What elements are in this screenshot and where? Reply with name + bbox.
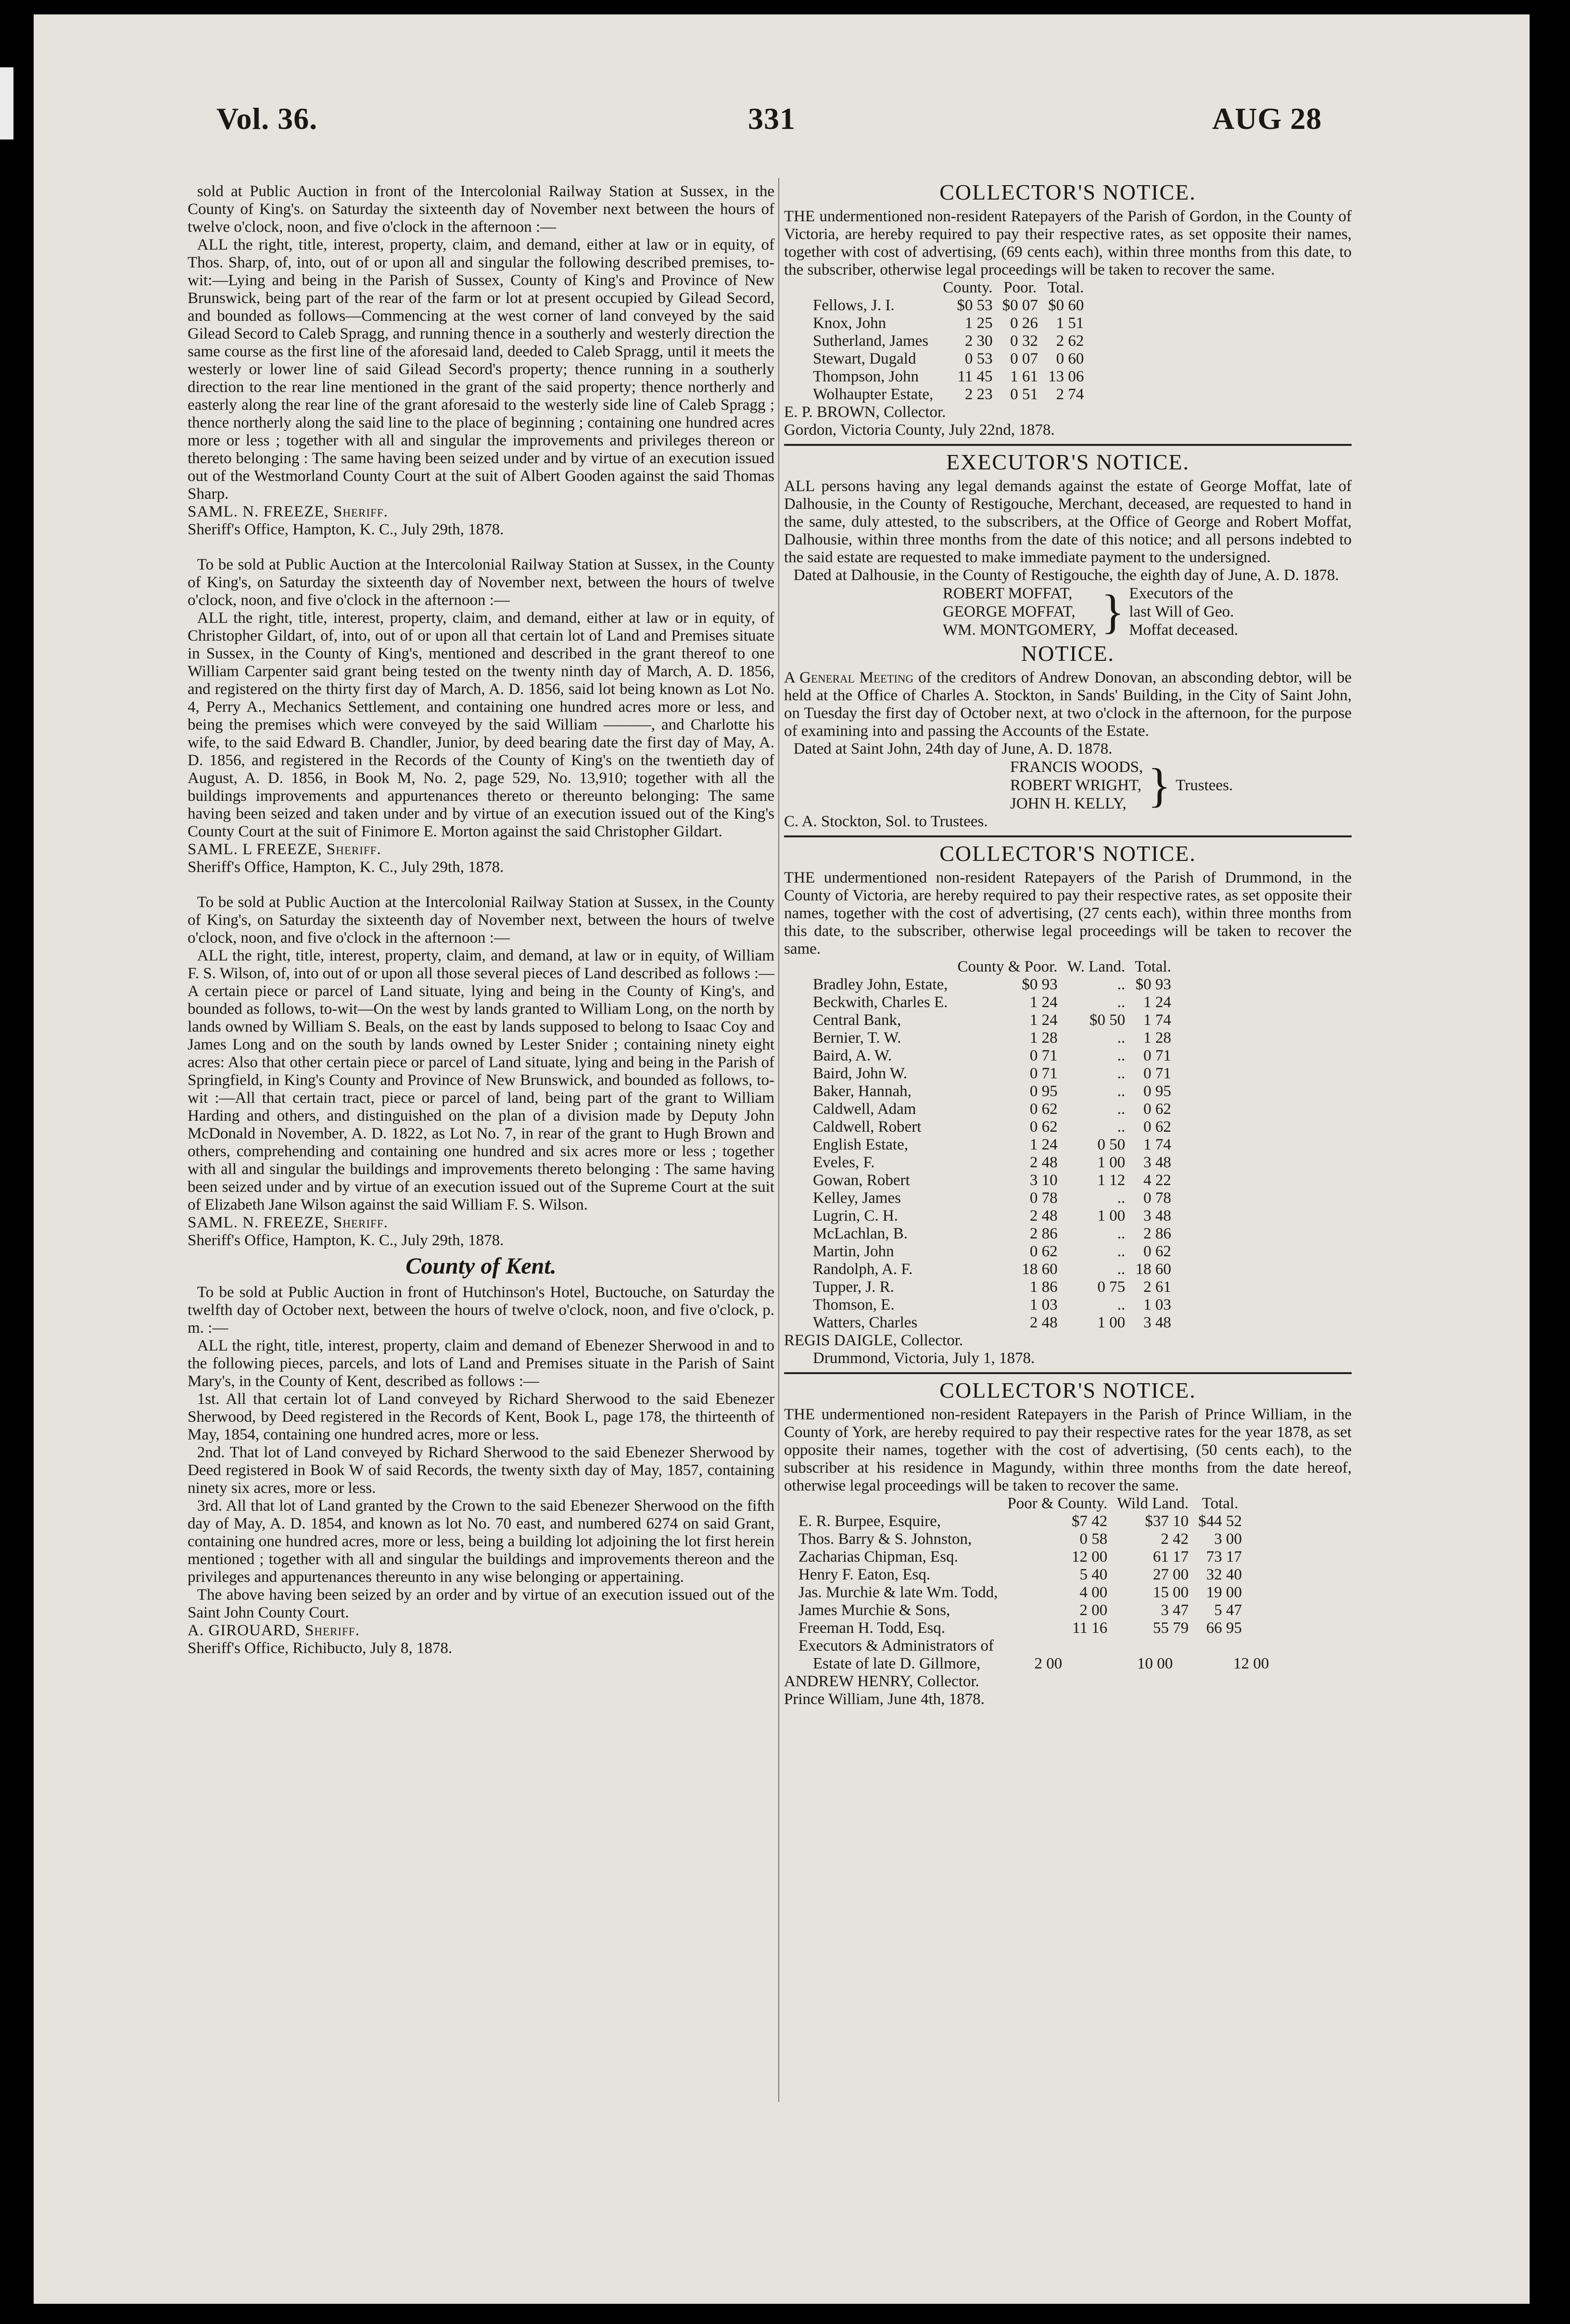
rate-value: 2 86 bbox=[1143, 1225, 1171, 1242]
ratepayer-name: Baker, Hannah, bbox=[813, 1083, 912, 1100]
sheriff-signature: SAML. L FREEZE, Sheriff. bbox=[188, 841, 381, 858]
notice-dated: Dated at Saint John, 24th day of June, A. D. 1878. bbox=[793, 740, 1113, 758]
rate-value: 0 62 bbox=[1029, 1100, 1058, 1118]
ratepayer-name: Henry F. Eaton, Esq. bbox=[798, 1566, 931, 1583]
rate-value: 0 71 bbox=[1029, 1047, 1058, 1064]
table-row: Estate of late D. Gillmore, 2 00 10 00 12 00 bbox=[813, 1655, 1269, 1672]
column-header: Poor. bbox=[1003, 279, 1037, 296]
executors-signatures bbox=[943, 584, 1352, 639]
table-row bbox=[808, 1278, 1176, 1296]
rate-value: 4 00 bbox=[1079, 1584, 1108, 1601]
rate-value: 19 00 bbox=[1206, 1584, 1242, 1601]
executor-name: WM. MONTGOMERY, bbox=[943, 621, 1097, 639]
table-row bbox=[808, 1047, 1176, 1065]
column-header: Wild Land. bbox=[1117, 1495, 1189, 1512]
rate-value: .. bbox=[1117, 1189, 1126, 1207]
notice-title: COLLECTOR'S NOTICE. bbox=[939, 180, 1196, 204]
rate-value: 4 22 bbox=[1143, 1172, 1171, 1189]
ratepayer-name: Baird, A. W. bbox=[813, 1047, 892, 1064]
ratepayer-name: Bernier, T. W. bbox=[813, 1029, 901, 1047]
rate-value: .. bbox=[1117, 976, 1126, 993]
sale-announcement: To be sold at Public Auction in front of Hutchinson's Hotel, Buctouche, on Saturday the twelfth day of October next, between the hours of twelve o'clock, noon, and five o'clock, p. m. :— bbox=[188, 1284, 774, 1337]
table-row bbox=[808, 1154, 1176, 1172]
notice-title: EXECUTOR'S NOTICE. bbox=[946, 450, 1190, 474]
rate-value: 1 12 bbox=[1097, 1172, 1126, 1189]
creditors-meeting-notice bbox=[784, 641, 1352, 831]
ratepayer-name: Randolph, A. F. bbox=[813, 1261, 913, 1278]
rate-value: 1 24 bbox=[1143, 994, 1171, 1011]
rate-value: 2 00 bbox=[1079, 1602, 1108, 1619]
rate-value: 0 62 bbox=[1143, 1118, 1171, 1136]
sale-announcement: sold at Public Auction in front of the Intercolonial Railway Station at Sussex, in the County of King's. on Saturday the sixteenth day of November next between the hours of twelve o'clock, noon, and five o'clock in the afternoon :— bbox=[188, 183, 774, 236]
collector-signature: E. P. BROWN, Collector. bbox=[784, 404, 946, 421]
ratepayer-name: Thomson, E. bbox=[813, 1296, 895, 1314]
table-row bbox=[794, 1602, 1247, 1619]
table-row bbox=[808, 1029, 1176, 1047]
rate-value: 5 47 bbox=[1214, 1602, 1242, 1619]
page-number: 331 bbox=[748, 101, 796, 136]
table-row: Knox, John 1 25 0 26 1 51 bbox=[813, 315, 1084, 332]
trustee-role: Trustees. bbox=[1176, 777, 1233, 794]
column-divider bbox=[778, 178, 779, 2102]
table-row: Sutherland, James 2 30 0 32 2 62 bbox=[813, 332, 1084, 350]
trustee-name: ROBERT WRIGHT, bbox=[1010, 777, 1142, 794]
sale-announcement: To be sold at Public Auction at the Intercolonial Railway Station at Sussex, in the County of King's, on Saturday the sixteenth day of November next, between the hours of twelve o'clock, noon, and five o'clock in the afternoon :— bbox=[188, 556, 774, 609]
table-row bbox=[808, 1118, 1176, 1136]
table-row: Stewart, Dugald 0 53 0 07 0 60 bbox=[813, 350, 1084, 367]
rate-value: 1 28 bbox=[1029, 1029, 1058, 1047]
rate-value: 0 62 bbox=[1143, 1100, 1171, 1118]
rate-value: 1 24 bbox=[1029, 994, 1058, 1011]
solicitor-line: C. A. Stockton, Sol. to Trustees. bbox=[784, 813, 988, 830]
table-row bbox=[794, 1619, 1247, 1637]
rate-value: 1 03 bbox=[1143, 1296, 1171, 1314]
sale-announcement: To be sold at Public Auction at the Intercolonial Railway Station at Sussex, in the County of King's, on Saturday the sixteenth day of November next, between the hours of twelve o'clock, noon, and five o'clock in the afternoon :— bbox=[188, 894, 774, 947]
notice-dateline: Prince William, June 4th, 1878. bbox=[784, 1691, 985, 1708]
notice-intro: THE undermentioned non-resident Ratepayers of the Parish of Gordon, in the County of Victoria, are hereby required to pay their respective rates, as set opposite their names, together with cost of advertising, (69 cents each), within three months from this date, to the subscriber, otherwise legal proceedings will be taken to recover the same. bbox=[784, 208, 1352, 278]
executor-notice bbox=[784, 450, 1352, 639]
left-column bbox=[188, 183, 774, 1657]
ratepayer-name: Eveles, F. bbox=[813, 1154, 875, 1171]
sheriff-sale-sharp bbox=[188, 183, 774, 539]
rate-value: 11 16 bbox=[1072, 1619, 1108, 1637]
rate-value: 2 48 bbox=[1029, 1314, 1058, 1331]
rate-value: .. bbox=[1117, 1100, 1126, 1118]
column-header: Total. bbox=[1047, 279, 1084, 296]
rate-value: 0 62 bbox=[1143, 1243, 1171, 1260]
rate-value: 2 42 bbox=[1161, 1530, 1189, 1548]
notice-body: ALL persons having any legal demands against the estate of George Moffat, late of Dalhousie, in the County of Restigouche, Merchant, deceased, are requested to hand in the same, duly attested, to the subscribers, at the Office of George and Robert Moffat, Dalhousie, within three months from the date of this notice; and all persons indebted to the said estate are requested to make immediate payment to the undersigned. bbox=[784, 478, 1352, 566]
rate-value: 3 48 bbox=[1143, 1207, 1171, 1225]
notice-dated: Dated at Dalhousie, in the County of Restigouche, the eighth day of June, A. D. 1878. bbox=[793, 567, 1339, 584]
rate-value: 0 62 bbox=[1029, 1243, 1058, 1260]
rate-value: .. bbox=[1117, 1047, 1126, 1064]
rate-value: .. bbox=[1117, 1243, 1126, 1260]
ratepayer-name: Martin, John bbox=[813, 1243, 894, 1260]
rates-table bbox=[794, 1495, 1247, 1637]
table-row bbox=[808, 1296, 1176, 1314]
rate-value: 3 10 bbox=[1029, 1172, 1058, 1189]
rate-value: 27 00 bbox=[1152, 1566, 1189, 1583]
notice-intro: THE undermentioned non-resident Ratepayers in the Parish of Prince William, in the County of York, are hereby required to pay their respective rates for the year 1878, as set opposite their names, together with the cost of advertising, (50 cents each), to the subscriber at his residence in Magundy, within three months from the date hereof, otherwise legal proceedings will be taken to recover the same. bbox=[784, 1406, 1352, 1494]
rate-value: 18 60 bbox=[1135, 1261, 1171, 1278]
ratepayer-name: Caldwell, Robert bbox=[813, 1118, 922, 1136]
rate-value: 3 00 bbox=[1214, 1530, 1242, 1548]
sale-description: ALL the right, title, interest, property, claim, and demand, at law or in equity, of William F. S. Wilson, of, into out of or upon all those several pieces of Land described as follows :—A certain piece or parcel of Land situate, lying and being in the County of King's, and bounded as follows, to-wit—On the west by lands granted to William Long, on the north by lands owned by William S. Beals, on the east by lands supposed to belong to Isaac Coy and James Long and on the south by lands owned by Lester Snider ; containing ninety eight acres: Also that other certain piece or parcel of Land situate, lying and being in the Parish of Springfield, in King's County and Province of New Brunswick, and bounded as follows, to-wit :—All that certain tract, piece or parcel of land, being part of the grant to William Harding and others, and distinguished on the plan of a division made by Deputy John McDonald in November, A. D. 1822, as Lot No. 7, in rear of the grant to Hugh Brown and others, comprehending and containing one hundred and six acres more or less ; together with all and singular the buildings and improvements thereto belonging : The same having been seized under and by virtue of an execution issued out of the Supreme Court at the suit of Elizabeth Jane Wilson against the said William F. S. Wilson. bbox=[188, 947, 774, 1213]
rate-value: .. bbox=[1117, 1065, 1126, 1082]
rate-value: 0 58 bbox=[1079, 1530, 1108, 1548]
rate-value: 2 86 bbox=[1029, 1225, 1058, 1242]
ratepayer-name: James Murchie & Sons, bbox=[798, 1602, 950, 1619]
sale-description: ALL the right, title, interest, property, claim, and demand, either at law or in equity, of Christopher Gildart, of, into, out of or upon all that certain lot of Land and Premises situate in Sussex, in the County of King's, mentioned and described in the grant thereof to one William Carpenter said grant being tested on the twenty ninth day of March, A. D. 1856, and registered on the thirty first day of March, A. D. 1856, said lot being known as Lot No. 4, Perry A., Mechanics Settlement, and containing one hundred acres more or less, and being the premises which were conveyed by the said William ———, and Charlotte his wife, to the said Edward B. Chandler, Junior, by deed bearing date the first day of May, A. D. 1856, and registered in the Records of the County of King's on the twentieth day of August, A. D. 1856, in Book M, No. 2, page 529, No. 13,910; together with all the buildings improvements and appurtenances thereto or thereunto belonging: The same having been seized and taken under and by virtue of an execution issued out of the King's County Court at the suit of Finimore E. Morton against the said Christopher Gildart. bbox=[188, 609, 774, 840]
notice-lead: A General Meeting bbox=[784, 669, 914, 686]
rate-value: 1 86 bbox=[1029, 1278, 1058, 1296]
film-edge-marker bbox=[0, 67, 13, 139]
table-row bbox=[794, 1566, 1247, 1584]
rate-value: 2 48 bbox=[1029, 1207, 1058, 1225]
rate-value: .. bbox=[1117, 1029, 1126, 1047]
ratepayer-name: Thos. Barry & S. Johnston, bbox=[798, 1530, 972, 1548]
section-rule bbox=[784, 444, 1352, 446]
rate-value: .. bbox=[1117, 994, 1126, 1011]
ratepayer-name: Tupper, J. R. bbox=[813, 1278, 894, 1296]
ratepayer-name: Zacharias Chipman, Esq. bbox=[798, 1548, 958, 1566]
table-row bbox=[808, 1011, 1176, 1029]
rate-value: 0 78 bbox=[1143, 1189, 1171, 1207]
column-header: W. Land. bbox=[1067, 958, 1126, 975]
notice-title: COLLECTOR'S NOTICE. bbox=[939, 1378, 1196, 1402]
collector-notice-gordon bbox=[784, 180, 1352, 439]
table-row: Wolhaupter Estate, 2 23 0 51 2 74 bbox=[813, 386, 1084, 403]
ratepayer-name: English Estate, bbox=[813, 1136, 908, 1153]
column-header: Poor & County. bbox=[1007, 1495, 1108, 1512]
ratepayer-name: Baird, John W. bbox=[813, 1065, 908, 1082]
table-row bbox=[808, 1172, 1176, 1189]
executors-row bbox=[794, 1637, 1274, 1673]
rate-value: 1 74 bbox=[1143, 1011, 1171, 1029]
issue-date: AUG 28 bbox=[1212, 101, 1322, 136]
rate-value: .. bbox=[1117, 1296, 1126, 1314]
ratepayer-name: Beckwith, Charles E. bbox=[813, 994, 948, 1011]
rate-value: 61 17 bbox=[1152, 1548, 1189, 1566]
volume-label: Vol. 36. bbox=[216, 101, 318, 136]
rate-value: 0 71 bbox=[1143, 1047, 1171, 1064]
rate-value: .. bbox=[1117, 1225, 1126, 1242]
rates-table bbox=[808, 279, 1089, 404]
column-header: County. bbox=[943, 279, 993, 296]
table-row bbox=[808, 1243, 1176, 1261]
rate-value: 3 47 bbox=[1161, 1602, 1189, 1619]
sheriff-signature: SAML. N. FREEZE, Sheriff. bbox=[188, 1214, 388, 1231]
collector-notice-prince-william bbox=[784, 1378, 1352, 1708]
sheriff-office: Sheriff's Office, Hampton, K. C., July 29th, 1878. bbox=[188, 859, 504, 876]
ratepayer-name: Watters, Charles bbox=[813, 1314, 918, 1331]
rate-value: 0 50 bbox=[1097, 1136, 1126, 1153]
table-row bbox=[794, 1530, 1247, 1548]
notice-body: of the creditors of Andrew Donovan, an absconding debtor, will be held at the Office of Charles A. Stockton, in Sands' Building, in the City of Saint John, on Tuesday the first day of October next, at two o'clock in the afternoon, for the purpose of examining into and passing the Accounts of the Estate. bbox=[784, 669, 1352, 740]
brace-symbol: } bbox=[1101, 585, 1125, 638]
notice-dateline: Drummond, Victoria, July 1, 1878. bbox=[813, 1350, 1035, 1367]
rate-value: $0 93 bbox=[1135, 976, 1171, 993]
rates-table bbox=[808, 958, 1176, 1332]
rate-value: 15 00 bbox=[1152, 1584, 1189, 1601]
sheriff-signature: A. GIROUARD, Sheriff. bbox=[188, 1622, 360, 1639]
lot-first: 1st. All that certain lot of Land conveyed by Richard Sherwood to the said Ebenezer Sherwood, by Deed registered in the Records of Kent, Book L, page 178, the thirteenth of May, 1854, containing one hundred acres, more or less. bbox=[188, 1390, 774, 1443]
ratepayer-name: Caldwell, Adam bbox=[813, 1100, 916, 1118]
rate-value: $0 93 bbox=[1022, 976, 1058, 993]
rate-value: 73 17 bbox=[1206, 1548, 1242, 1566]
executor-name: GEORGE MOFFAT, bbox=[943, 603, 1076, 620]
ratepayer-name: Lugrin, C. H. bbox=[813, 1207, 898, 1225]
table-row bbox=[808, 1207, 1176, 1225]
rate-value: 0 71 bbox=[1029, 1065, 1058, 1082]
ratepayer-name: Central Bank, bbox=[813, 1011, 901, 1029]
rate-value: 1 28 bbox=[1143, 1029, 1171, 1047]
rate-value: 1 24 bbox=[1029, 1136, 1058, 1153]
rate-value: 0 62 bbox=[1029, 1118, 1058, 1136]
sheriff-signature: SAML. N. FREEZE, Sheriff. bbox=[188, 503, 388, 520]
rate-value: 1 00 bbox=[1097, 1207, 1126, 1225]
sheriff-sale-sherwood bbox=[188, 1284, 774, 1657]
table-row bbox=[808, 1189, 1176, 1207]
rate-value: 1 74 bbox=[1143, 1136, 1171, 1153]
sheriff-sale-gildart bbox=[188, 556, 774, 876]
rate-value: $7 42 bbox=[1071, 1513, 1108, 1530]
rate-value: 2 61 bbox=[1143, 1278, 1171, 1296]
notice-intro: THE undermentioned non-resident Ratepayers of the Parish of Drummond, in the County of Victoria, are hereby required to pay their respective rates, as set opposite their names, together with the cost of advertising, (27 cents each), within three months from this date, to the subscriber, otherwise legal proceedings will be taken to recover the same. bbox=[784, 869, 1352, 958]
table-row: Fellows, J. I. $0 53 $0 07 $0 60 bbox=[813, 297, 1084, 314]
sheriff-office: Sheriff's Office, Hampton, K. C., July 29th, 1878. bbox=[188, 1232, 504, 1249]
table-row bbox=[808, 994, 1176, 1011]
sheriff-office: Sheriff's Office, Hampton, K. C., July 29th, 1878. bbox=[188, 521, 504, 538]
rate-value: $37 10 bbox=[1145, 1513, 1189, 1530]
collector-signature: REGIS DAIGLE, Collector. bbox=[784, 1332, 963, 1349]
notice-title: COLLECTOR'S NOTICE. bbox=[939, 841, 1196, 866]
trustees-signatures bbox=[1010, 758, 1352, 813]
ratepayer-name: Bradley John, Estate, bbox=[813, 976, 948, 993]
rate-value: .. bbox=[1117, 1261, 1126, 1278]
table-row bbox=[808, 1100, 1176, 1118]
table-row bbox=[808, 1083, 1176, 1100]
executor-role: Moffat deceased. bbox=[1129, 621, 1238, 639]
ratepayer-name: Jas. Murchie & late Wm. Todd, bbox=[798, 1584, 998, 1601]
rate-value: $44 52 bbox=[1198, 1513, 1242, 1530]
ratepayer-name: E. R. Burpee, Esquire, bbox=[798, 1513, 941, 1530]
section-rule bbox=[784, 835, 1352, 837]
rate-value: 55 79 bbox=[1152, 1619, 1189, 1637]
rate-value: 0 95 bbox=[1143, 1083, 1171, 1100]
rate-value: 5 40 bbox=[1079, 1566, 1108, 1583]
rate-value: 1 00 bbox=[1097, 1154, 1126, 1171]
ratepayer-name: McLachlan, B. bbox=[813, 1225, 908, 1242]
lot-second: 2nd. That lot of Land conveyed by Richard Sherwood to the said Ebenezer Sherwood by Deed registered in Book W of said Records, the twenty sixth day of May, 1857, containing ninety six acres, more or less. bbox=[188, 1444, 774, 1497]
ratepayer-name: Kelley, James bbox=[813, 1189, 901, 1207]
rate-value: 1 24 bbox=[1029, 1011, 1058, 1029]
table-row bbox=[794, 1548, 1247, 1566]
column-header: Total. bbox=[1135, 958, 1171, 975]
sheriff-office: Sheriff's Office, Richibucto, July 8, 1878. bbox=[188, 1640, 453, 1657]
executor-role: last Will of Geo. bbox=[1129, 603, 1234, 620]
ratepayer-name: Gowan, Robert bbox=[813, 1172, 910, 1189]
county-heading: County of Kent. bbox=[405, 1253, 557, 1279]
trustee-name: FRANCIS WOODS, bbox=[1010, 758, 1143, 776]
executor-name: ROBERT MOFFAT, bbox=[943, 585, 1073, 602]
executors-label: Executors & Administrators of bbox=[798, 1637, 994, 1655]
sale-description: ALL the right, title, interest, property, claim and demand of Ebenezer Sherwood in and to the following pieces, parcels, and lots of Land and Premises situate in the Parish of Saint Mary's, in the County of Kent, described as follows :— bbox=[188, 1337, 774, 1390]
table-row bbox=[794, 1513, 1247, 1530]
collector-notice-drummond bbox=[784, 841, 1352, 1367]
rate-value: 0 71 bbox=[1143, 1065, 1171, 1082]
table-row bbox=[808, 1261, 1176, 1278]
rate-value: .. bbox=[1117, 1118, 1126, 1136]
sheriff-sale-wilson bbox=[188, 894, 774, 1250]
table-row bbox=[808, 1065, 1176, 1083]
notice-title: NOTICE. bbox=[1021, 641, 1115, 666]
rate-value: 32 40 bbox=[1206, 1566, 1242, 1583]
rate-value: 66 95 bbox=[1206, 1619, 1242, 1637]
rate-value: 18 60 bbox=[1022, 1261, 1058, 1278]
table-row bbox=[794, 1584, 1247, 1602]
rate-value: 12 00 bbox=[1071, 1548, 1108, 1566]
table-row: Thompson, John 11 45 1 61 13 06 bbox=[813, 368, 1084, 385]
sale-description: ALL the right, title, interest, property, claim, and demand, either at law or in equity, of Thos. Sharp, of, into, out of or upon all and singular the following described premises, to-wit:—Lying and being in the Parish of Sussex, County of King's and Province of New Brunswick, being part of the rear of the farm or lot at present occupied by Gilead Secord, and bounded as follows—Commencing at the west corner of land conveyed by the said Gilead Secord to Caleb Spragg, and running thence in a southerly and westerly direction the same course as the first line of the aforesaid land, deeded to Caleb Spragg, until it meets the westerly or lower line of said Gilead Secord's property; thence running in a southerly direction to the rear line mentioned in the grant of the said property; thence northerly and easterly along the rear line of the grant aforesaid to the westerly side line of Caleb Spragg ; thence northerly along the said line to the place of beginning ; containing one hundred acres more or less ; together with all and singular the improvements and privileges thereon or thereto belonging : The same having been seized under and by virtue of an execution issued out of the Westmorland County Court at the suit of Albert Gooden against the said Thomas Sharp. bbox=[188, 236, 774, 503]
seizure-note: The above having been seized by an order and by virtue of an execution issued out of the Saint John County Court. bbox=[188, 1586, 774, 1621]
brace-symbol: } bbox=[1148, 758, 1171, 812]
rate-value: 0 95 bbox=[1029, 1083, 1058, 1100]
rate-value: .. bbox=[1117, 1083, 1126, 1100]
table-row bbox=[808, 1136, 1176, 1154]
right-column bbox=[784, 178, 1352, 1708]
rate-value: 0 75 bbox=[1097, 1278, 1126, 1296]
table-row bbox=[808, 1314, 1176, 1332]
rate-value: $0 50 bbox=[1089, 1011, 1126, 1029]
rate-value: 3 48 bbox=[1143, 1154, 1171, 1171]
lot-third: 3rd. All that lot of Land granted by the Crown to the said Ebenezer Sherwood on the fifth day of May, A. D. 1854, and known as lot No. 70 east, and numbered 6274 on said Grant, containing one hundred acres, more or less, being a building lot adjoining the lot first herein mentioned ; together with all and singular the buildings and improvements thereon and the privileges and appurtenances thereunto in any wise belonging or appertaining. bbox=[188, 1497, 774, 1586]
column-header: Total. bbox=[1202, 1495, 1239, 1512]
column-header: County & Poor. bbox=[957, 958, 1058, 975]
table-row bbox=[808, 976, 1176, 994]
section-rule bbox=[784, 1372, 1352, 1374]
ratepayer-name: Freeman H. Todd, Esq. bbox=[798, 1619, 946, 1637]
notice-dateline: Gordon, Victoria County, July 22nd, 1878. bbox=[784, 421, 1055, 439]
collector-signature: ANDREW HENRY, Collector. bbox=[784, 1673, 979, 1690]
executor-role: Executors of the bbox=[1129, 585, 1233, 602]
rate-value: 2 48 bbox=[1029, 1154, 1058, 1171]
trustee-name: JOHN H. KELLY, bbox=[1010, 795, 1127, 812]
table-row bbox=[808, 1225, 1176, 1243]
rate-value: 1 03 bbox=[1029, 1296, 1058, 1314]
rate-value: 0 78 bbox=[1029, 1189, 1058, 1207]
rate-value: 1 00 bbox=[1097, 1314, 1126, 1331]
rate-value: 3 48 bbox=[1143, 1314, 1171, 1331]
